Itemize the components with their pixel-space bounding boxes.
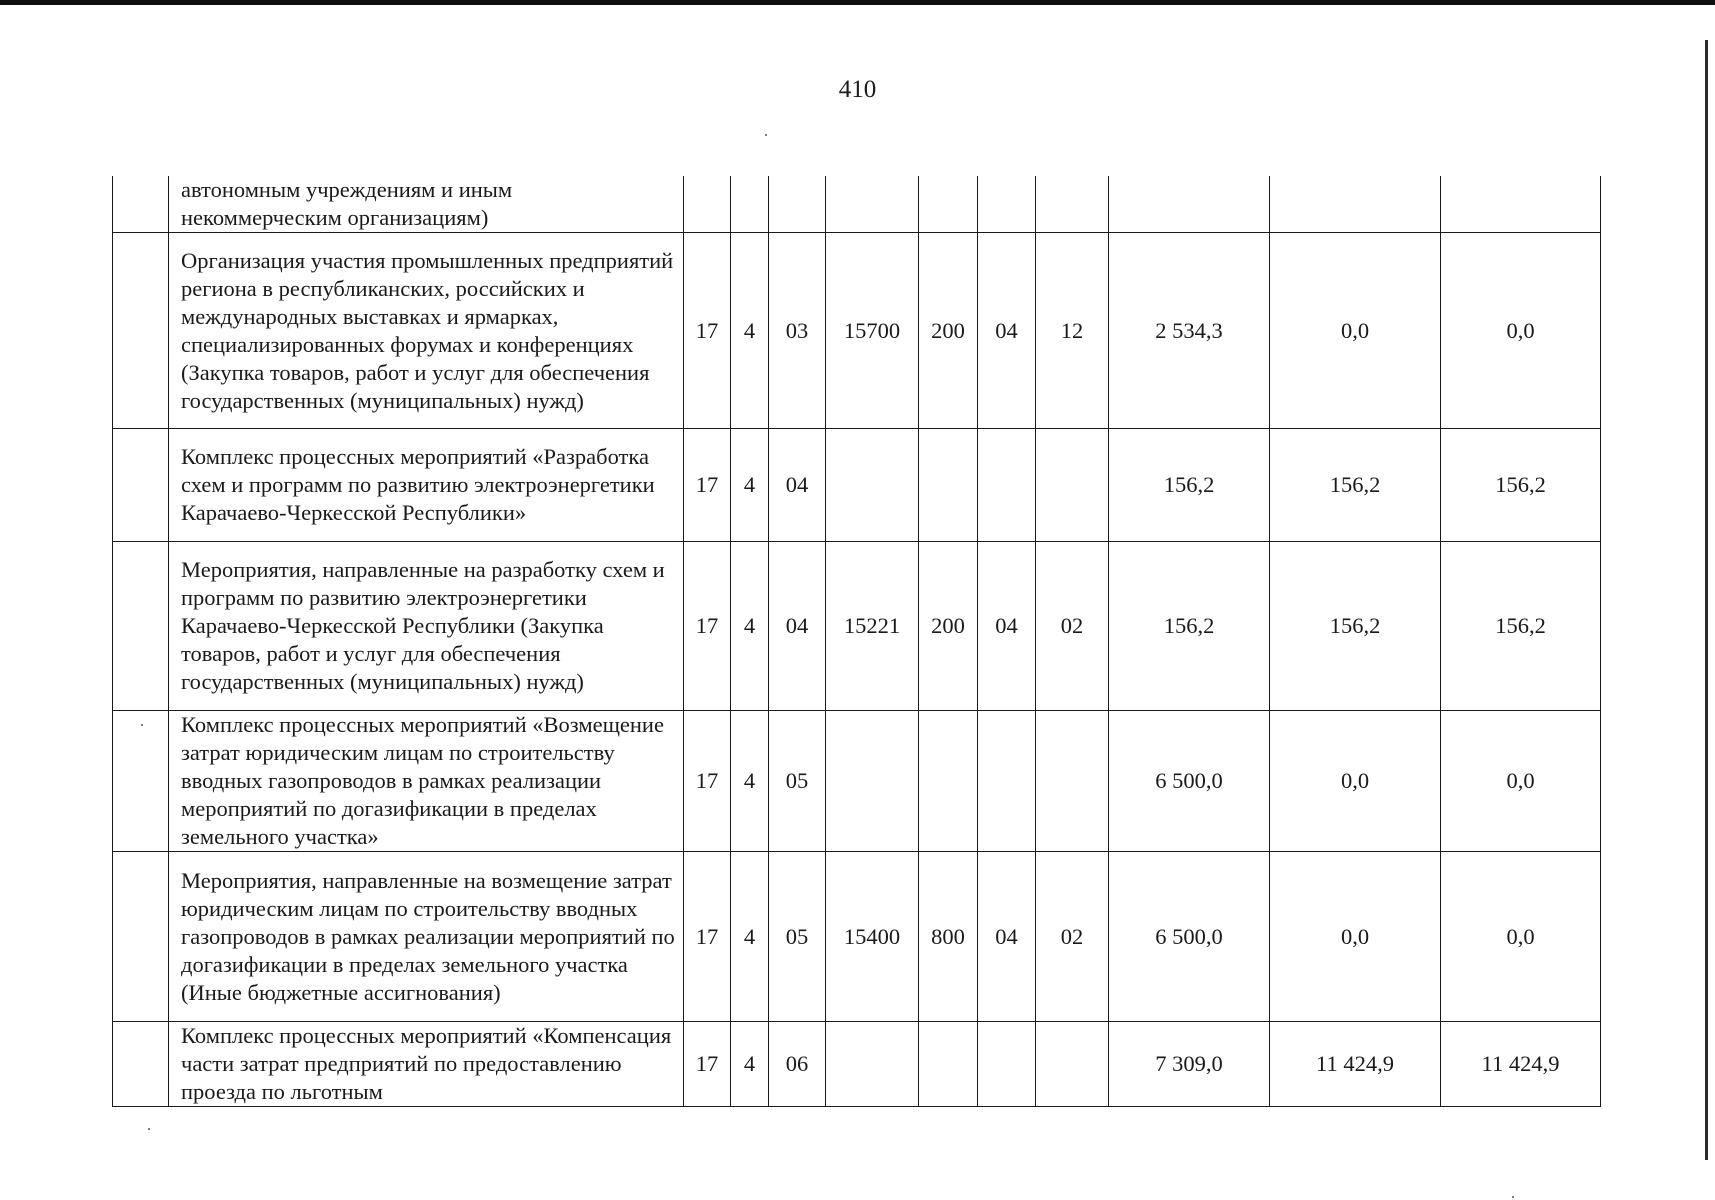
amount-year-2-cell: 156,2 <box>1270 542 1441 711</box>
subsection-code-cell <box>1036 429 1109 542</box>
direction-code-cell: 15221 <box>826 542 919 711</box>
amount-year-2-cell: 156,2 <box>1270 429 1441 542</box>
section-code-cell <box>978 429 1036 542</box>
complex-code-cell: 05 <box>769 711 826 852</box>
amount-year-3-cell: 0,0 <box>1441 852 1601 1022</box>
expense-type-cell <box>919 429 978 542</box>
direction-code-cell <box>826 1022 919 1107</box>
amount-year-1-cell <box>1109 176 1270 233</box>
amount-year-1-cell: 156,2 <box>1109 429 1270 542</box>
amount-year-1-cell: 6 500,0 <box>1109 711 1270 852</box>
direction-code-cell <box>826 429 919 542</box>
table-row <box>113 176 1601 233</box>
subsection-code-cell <box>1036 711 1109 852</box>
subprogram-code-cell: 4 <box>731 1022 769 1107</box>
table-row <box>113 542 1601 711</box>
program-code-cell: 17 <box>684 1022 731 1107</box>
complex-code-cell: 06 <box>769 1022 826 1107</box>
page-number: 410 <box>838 76 877 103</box>
scan-speck <box>148 1128 150 1130</box>
program-code-cell: 17 <box>684 852 731 1022</box>
row-number-cell <box>113 1022 169 1107</box>
item-name-cell: автономным учреждениям и иным некоммерческим организациям) <box>169 176 684 233</box>
amount-year-2-cell <box>1270 176 1441 233</box>
budget-table <box>112 176 1601 1107</box>
amount-year-3-cell <box>1441 176 1601 233</box>
expense-type-cell <box>919 711 978 852</box>
row-number-cell <box>113 429 169 542</box>
complex-code-cell: 04 <box>769 429 826 542</box>
subprogram-code-cell <box>731 176 769 233</box>
expense-type-cell: 200 <box>919 233 978 429</box>
table-row <box>113 711 1601 852</box>
row-number-cell <box>113 233 169 429</box>
subprogram-code-cell: 4 <box>731 233 769 429</box>
row-number-cell <box>113 852 169 1022</box>
item-name-cell: Комплекс процессных мероприятий «Возмещение затрат юридическим лицам по строительству вводных газопроводов в рамках реализации мероприятий по догазификации в пределах земельного участка» <box>169 711 684 852</box>
section-code-cell: 04 <box>978 233 1036 429</box>
amount-year-3-cell: 156,2 <box>1441 429 1601 542</box>
subsection-code-cell: 12 <box>1036 233 1109 429</box>
amount-year-3-cell: 0,0 <box>1441 711 1601 852</box>
amount-year-3-cell: 156,2 <box>1441 542 1601 711</box>
scan-speck <box>765 134 767 136</box>
table-row <box>113 233 1601 429</box>
item-name-cell: Организация участия промышленных предприятий региона в республиканских, российских и международных выставках и ярмарках, специализированных форумах и конференциях (Закупка товаров, работ и услуг для обеспечения государственных (муниципальных) нужд) <box>169 233 684 429</box>
subprogram-code-cell: 4 <box>731 429 769 542</box>
amount-year-2-cell: 0,0 <box>1270 711 1441 852</box>
table-row <box>113 429 1601 542</box>
item-name-cell: Мероприятия, направленные на возмещение затрат юридическим лицам по строительству вводных газопроводов в рамках реализации мероприятий по догазификации в пределах земельного участка (Иные бюджетные ассигнования) <box>169 852 684 1022</box>
complex-code-cell: 04 <box>769 542 826 711</box>
table-row <box>113 1022 1601 1107</box>
complex-code-cell <box>769 176 826 233</box>
subprogram-code-cell: 4 <box>731 852 769 1022</box>
amount-year-3-cell: 11 424,9 <box>1441 1022 1601 1107</box>
program-code-cell: 17 <box>684 233 731 429</box>
expense-type-cell <box>919 1022 978 1107</box>
subprogram-code-cell: 4 <box>731 711 769 852</box>
amount-year-2-cell: 0,0 <box>1270 233 1441 429</box>
direction-code-cell <box>826 176 919 233</box>
direction-code-cell: 15400 <box>826 852 919 1022</box>
item-name-cell: Комплекс процессных мероприятий «Компенсация части затрат предприятий по предоставлению проезда по льготным <box>169 1022 684 1107</box>
row-number-cell <box>113 176 169 233</box>
table-row <box>113 852 1601 1022</box>
subsection-code-cell <box>1036 176 1109 233</box>
amount-year-2-cell: 0,0 <box>1270 852 1441 1022</box>
section-code-cell: 04 <box>978 852 1036 1022</box>
program-code-cell: 17 <box>684 429 731 542</box>
row-number-cell <box>113 542 169 711</box>
program-code-cell: 17 <box>684 542 731 711</box>
section-code-cell <box>978 1022 1036 1107</box>
subprogram-code-cell: 4 <box>731 542 769 711</box>
direction-code-cell <box>826 711 919 852</box>
item-name-cell: Комплекс процессных мероприятий «Разработка схем и программ по развитию электроэнергетики Карачаево-Черкесской Республики» <box>169 429 684 542</box>
scan-edge-right <box>1705 40 1708 1160</box>
subsection-code-cell: 02 <box>1036 852 1109 1022</box>
direction-code-cell: 15700 <box>826 233 919 429</box>
amount-year-1-cell: 2 534,3 <box>1109 233 1270 429</box>
section-code-cell <box>978 711 1036 852</box>
section-code-cell: 04 <box>978 542 1036 711</box>
scan-speck <box>1512 1196 1514 1198</box>
expense-type-cell: 800 <box>919 852 978 1022</box>
section-code-cell <box>978 176 1036 233</box>
item-name-cell: Мероприятия, направленные на разработку схем и программ по развитию электроэнергетики Карачаево-Черкесской Республики (Закупка товаров, работ и услуг для обеспечения государственных (муниципальных) нужд) <box>169 542 684 711</box>
complex-code-cell: 05 <box>769 852 826 1022</box>
expense-type-cell: 200 <box>919 542 978 711</box>
scan-edge-top <box>0 0 1715 5</box>
amount-year-3-cell: 0,0 <box>1441 233 1601 429</box>
program-code-cell: 17 <box>684 711 731 852</box>
subsection-code-cell: 02 <box>1036 542 1109 711</box>
amount-year-2-cell: 11 424,9 <box>1270 1022 1441 1107</box>
amount-year-1-cell: 7 309,0 <box>1109 1022 1270 1107</box>
amount-year-1-cell: 156,2 <box>1109 542 1270 711</box>
amount-year-1-cell: 6 500,0 <box>1109 852 1270 1022</box>
program-code-cell <box>684 176 731 233</box>
expense-type-cell <box>919 176 978 233</box>
complex-code-cell: 03 <box>769 233 826 429</box>
scan-speck <box>141 724 143 726</box>
row-number-cell <box>113 711 169 852</box>
subsection-code-cell <box>1036 1022 1109 1107</box>
